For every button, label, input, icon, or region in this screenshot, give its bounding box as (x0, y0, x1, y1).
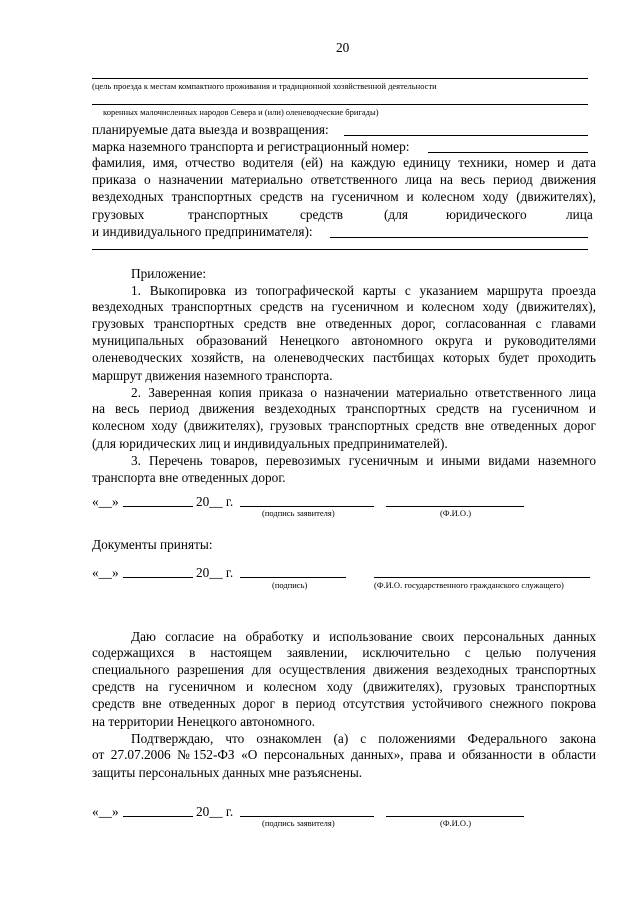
appendix-line-5: оленеводческих хозяйств, на оленеводческих пастбищах которых будет проходить (92, 350, 596, 365)
appendix-line-3: грузовых транспортных средств вне отведенных дорог, согласованная с главами (92, 316, 596, 331)
driver-field-1[interactable] (330, 237, 588, 238)
consent-line-7: Подтверждаю, что ознакомлен (а) с положениями Федерального закона (131, 731, 596, 746)
appendix-line-12: транспорта вне отведенных дорог. (92, 470, 286, 485)
sig2-year: 20__ г. (196, 565, 234, 580)
sig3-name-field[interactable] (386, 816, 524, 817)
sig2-date-open: «__» (92, 565, 119, 580)
purpose-line-1[interactable] (92, 78, 588, 79)
sig1-name-field[interactable] (386, 506, 524, 507)
consent-line-6: на территории Ненецкого автономного. (92, 714, 316, 729)
consent-line-3: специального разрешения для осуществления движения вездеходных транспортных (92, 662, 596, 677)
driver-line-4-w1: грузовых (92, 207, 145, 222)
sig1-sign-field[interactable] (240, 506, 374, 507)
appendix-line-1: 1. Выкопировка из топографической карты с указанием маршрута проезда (131, 283, 596, 298)
accepted-title: Документы приняты: (92, 537, 213, 552)
purpose-line-2[interactable] (92, 104, 588, 105)
driver-line-1: фамилия, имя, отчество водителя (ей) на каждую единицу техники, номер и дата (92, 155, 596, 170)
sig3-name-hint: (Ф.И.О.) (440, 818, 472, 828)
page-number: 20 (336, 40, 350, 55)
sig1-month-field[interactable] (123, 506, 193, 507)
sig1-date-open: «__» (92, 494, 119, 509)
consent-line-2: содержащихся в настоящем заявлении, исключительно с целью получения (92, 645, 596, 660)
driver-line-2: приказа о назначении материально ответственного лица на весь период движения (92, 172, 596, 187)
sig3-sign-hint: (подпись заявителя) (262, 818, 335, 828)
sig3-sign-field[interactable] (240, 816, 374, 817)
sig1-year: 20__ г. (196, 494, 234, 509)
sig1-name-hint: (Ф.И.О.) (440, 508, 472, 518)
purpose-hint-2: коренных малочисленных народов Севера и (или) оленеводческие бригады) (103, 107, 379, 117)
sig2-sign-hint: (подпись) (272, 580, 308, 590)
sig2-name-hint: (Ф.И.О. государственного гражданского служащего) (374, 580, 564, 590)
transport-field[interactable] (428, 152, 588, 153)
driver-line-4-w4: (для (384, 207, 408, 222)
appendix-line-9: колесном ходу (движителях), грузовых транспортных средств вне отведенных дорог (92, 418, 596, 433)
sig3-date-open: «__» (92, 804, 119, 819)
driver-line-4-w3: средств (300, 207, 344, 222)
transport-label: марка наземного транспорта и регистрационный номер: (92, 139, 410, 154)
appendix-line-7: 2. Заверенная копия приказа о назначении материально ответственного лица (131, 385, 596, 400)
driver-line-4-w6: лица (566, 207, 593, 222)
sig2-name-field[interactable] (374, 577, 590, 578)
dates-field[interactable] (344, 135, 588, 136)
sig2-sign-field[interactable] (240, 577, 346, 578)
driver-line-5: и индивидуального предпринимателя): (92, 224, 313, 239)
sig1-sign-hint: (подпись заявителя) (262, 508, 335, 518)
consent-line-8: от 27.07.2006 №152-ФЗ «О персональных данных», права и обязанности в области (92, 747, 596, 762)
appendix-line-4: муниципальных образований Ненецкого автономного округа и руководителями (92, 333, 596, 348)
driver-line-3: вездеходных транспортных средств на гусеничном и колесном ходу (движителях), (92, 189, 596, 204)
sig3-year: 20__ г. (196, 804, 234, 819)
appendix-line-10: (для юридических лиц и индивидуальных предпринимателей). (92, 436, 448, 451)
sig2-month-field[interactable] (123, 577, 193, 578)
consent-line-4: средств на гусеничном и колесном ходу (движителях), грузовых транспортных (92, 679, 596, 694)
driver-field-2[interactable] (92, 249, 588, 250)
sig3-month-field[interactable] (123, 816, 193, 817)
driver-line-4-w2: транспортных (188, 207, 269, 222)
driver-line-4-w5: юридического (446, 207, 527, 222)
appendix-line-11: 3. Перечень товаров, перевозимых гусеничным и иными видами наземного (131, 453, 596, 468)
consent-line-1: Даю согласие на обработку и использование своих персональных данных (131, 629, 596, 644)
appendix-title: Приложение: (131, 266, 207, 281)
consent-line-9: защиты персональных данных мне разъяснены. (92, 765, 363, 780)
dates-label: планируемые дата выезда и возвращения: (92, 122, 329, 137)
appendix-line-6: маршрут движения наземного транспорта. (92, 368, 333, 383)
appendix-line-2: вездеходных транспортных средств на гусеничном и колесном ходу (движителях), (92, 299, 596, 314)
consent-line-5: средств вне отведенных дорог в период отсутствия устойчивого снежного покрова (92, 696, 596, 711)
purpose-hint-1: (цель проезда к местам компактного проживания и традиционной хозяйственной деятельности (92, 81, 437, 91)
appendix-line-8: на весь период движения вездеходных транспортных средств на гусеничном и (92, 401, 596, 416)
